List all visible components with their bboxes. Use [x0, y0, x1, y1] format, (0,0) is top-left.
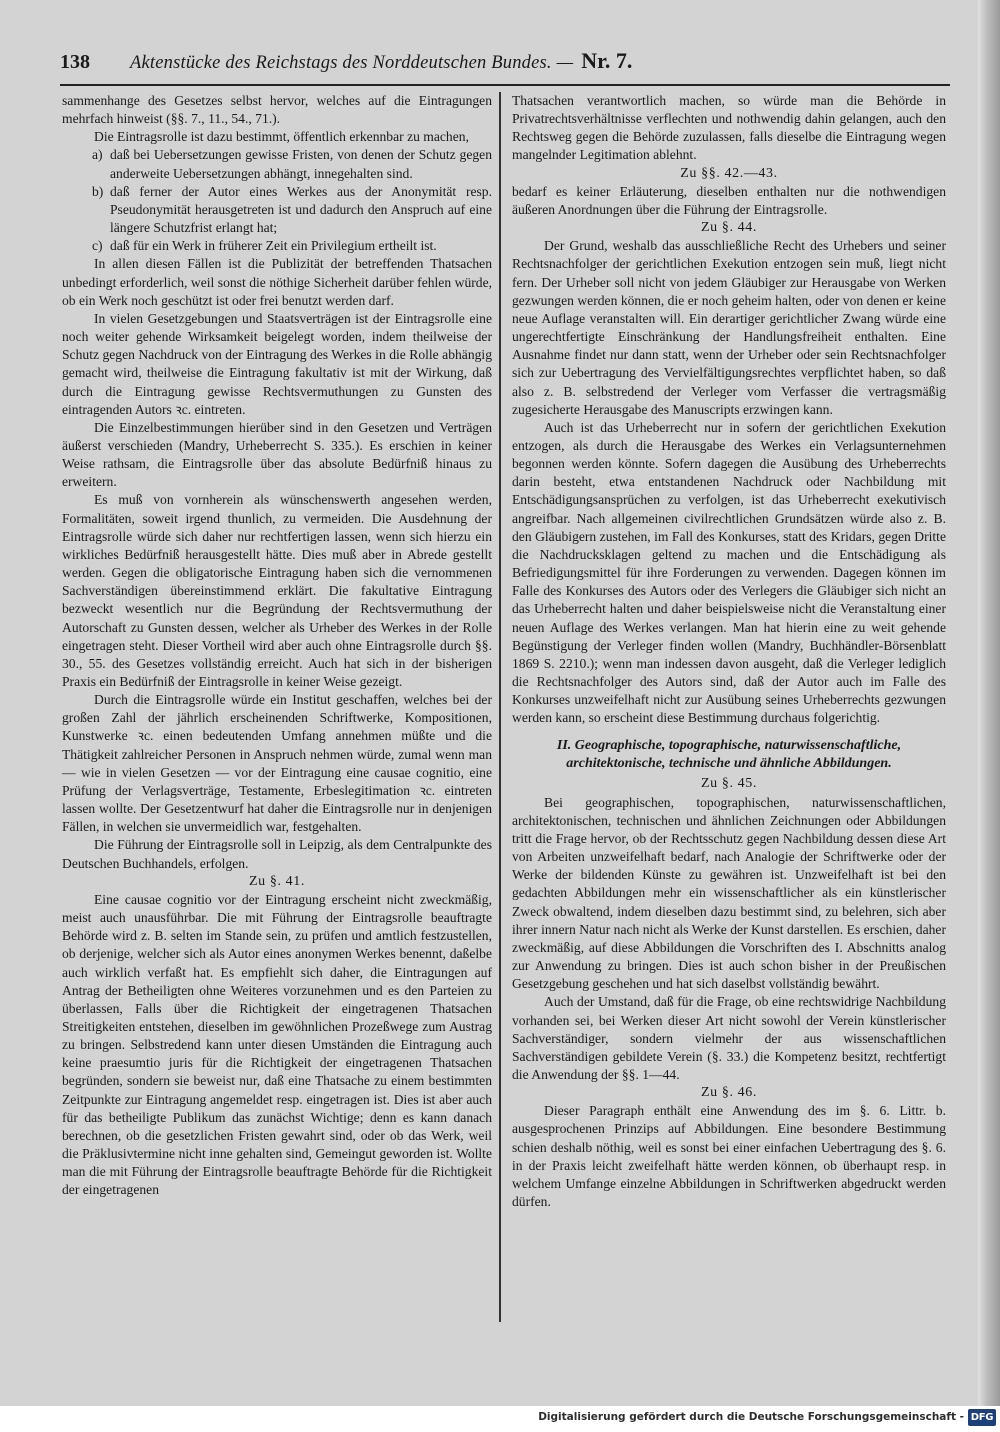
list-item [92, 237, 492, 255]
section-heading-41: Zu §. 41. [249, 873, 305, 889]
paragraph: sammenhange des Gesetzes selbst hervor, welches auf die Eintragungen mehrfach hinweist (§§. 7., 11., 54., 71.). [62, 93, 492, 127]
chapter-title: II. Geographische, topographische, naturwissenschaftliche, architektonische, technische und ähnliche Abbildungen. [556, 738, 902, 772]
section-heading-44: Zu §. 44. [701, 220, 757, 236]
section-heading-45: Zu §. 45. [701, 776, 757, 792]
paragraph: Der Grund, weshalb das ausschließliche Recht des Urhebers und seiner Rechtsnachfolger der gerichtlichen Exekution entzogen sein muß, liegt nicht fern. Der Urheber soll nicht von jedem Gläubiger zur Herausgabe von Werken gezwungen werden können, die er noch geheim halten, oder von denen er keine neue Auflage veranstalten will. Ein derartiger gerichtlicher Zwang würde eine ungerechtfertigte Einschränkung der Handlungsfreiheit enthalten. Eine Ausnahme findet nur dann statt, wenn der Urheber oder sein Rechtsnachfolger sich zur Uebertragung des Vervielfältigungsrechtes verpflichtet haben, so daß also z. B. selbstredend der Verleger vom Verfasser die vertragsmäßig zugesicherte Herausgabe des Manuscripts erzwingen kann. [512, 238, 946, 417]
paragraph: Bei geographischen, topographischen, naturwissenschaftlichen, architektonischen, technischen und ähnlichen Zeichnungen oder Abbildungen tritt die Frage hervor, ob der Rechtsschutz gegen Nachbildung dessen diese Art von Arbeiten unzweifelhaft bedarf, nach Analogie der Schriftwerke oder der Werke der bildenden Künste zu gewähren ist. Unzweifelhaft ist bei den gedachten Abbildungen mehr ein wissenschaftlicher als ein künstlerischer Zweck obwaltend, indem dieselben dazu bestimmt sind, zu belehren, sich aber ihrer innern Natur nach nicht als Werke der Kunst darstellen. Es erschien, daher zweckmäßig, auf diese Abbildungen die Vorschriften des I. Abschnitts analog zur Anwendung zu bringen. Dies ist auch schon bisher in der Preußischen Gesetzgebung geschehen und hat sich daselbst vollständig bewährt. [512, 794, 946, 992]
right-column [512, 92, 946, 1211]
paragraph: Die Eintragsrolle ist dazu bestimmt, öffentlich erkennbar zu machen, [94, 129, 469, 145]
paragraph: In allen diesen Fällen ist die Publizität der betreffenden Thatsachen unbedingt erforderlich, weil sonst die nöthige Sicherheit darüber fehlen würde, ob ein Werk noch geschützt ist oder frei benutzt werden darf. [62, 256, 492, 308]
paragraph: Auch der Umstand, daß für die Frage, ob eine rechtswidrige Nachbildung vorhanden sei, bei Werken dieser Art nicht sowohl der Verein künstlerischer Sachverständiger, sondern vielmehr der aus wissenschaftlichen Sachverständigen gebildete Verein (§. 33.) die Kompetenz besitzt, rechtfertigt die Anwendung der §§. 1—44. [512, 994, 946, 1082]
paragraph: Dieser Paragraph enthält eine Anwendung des im §. 6. Littr. b. ausgesprochenen Prinzips auf Abbildungen. Eine besondere Bestimmung schien deshalb nöthig, weil es sonst bei einer einfachen Uebertragung des §. 6. in der Praxis leicht zweifelhaft hätte werden können, ob überhaupt resp. in welchem Umfange einzelne Abbildungen in Schriftwerken abgedruckt werden dürfen. [512, 1103, 946, 1210]
paragraph: In vielen Gesetzgebungen und Staatsverträgen ist der Eintragsrolle eine noch weiter gehende Wirksamkeit beigelegt worden, indem theilweise der Schutz gegen Nachdruck von der Eintragung des Werkes in die Rolle abhängig gemacht wird, theilweise die Eintragung fakultativ ist mit der Wirkung, daß durch die Eintragung gewisse Rechtsvermuthungen zu Gunsten des eintragenden Autors ꝛc. eintreten. [62, 310, 492, 417]
paragraph: Thatsachen verantwortlich machen, so würde man die Behörde in Privatrechtsverhältnisse verflechten und nothwendig dahin gelangen, auch den Rechtsweg gegen die Behörde zuzulassen, falls dieselbe die Eintragung wegen mangelnder Legitimation ablehnt. [512, 93, 946, 163]
header-rule [60, 84, 950, 86]
list-item [92, 146, 492, 182]
list-letter: b) [92, 183, 104, 199]
section-heading-46: Zu §. 46. [701, 1085, 757, 1101]
left-column [62, 92, 492, 1200]
dfg-logo: DFG [968, 1409, 996, 1426]
digitization-footer [0, 1406, 1000, 1432]
paragraph: Es muß von vornherein als wünschenswerth angesehen werden, Formalitäten, soweit irgend thunlich, zu vermeiden. Die Ausdehnung der Eintragsrolle würde sich daher nur rechtfertigen lassen, wenn sich hierzu ein wirkliches Bedürfniß herausgestellt hätte. Dies muß aber in Abrede gestellt werden. Gegen die obligatorische Eintragung haben sich die vernommenen Sachverständigen übereinstimmend erklärt. Die fakultative Eintragung bezweckt wesentlich nur die Begründung der Rechtsvermuthung der Autorschaft zu Gunsten dessen, welcher als Urheber des Werkes in der Rolle eingetragen steht. Dieser Vortheil wird aber auch ohne Eintragsrolle durch §§. 30., 55. des Gesetzes vollständig erreicht. Auch hat sich in der bisherigen Praxis ein Bedürfniß der Eintragsrolle in keiner Weise gezeigt. [62, 492, 492, 689]
list-item [92, 183, 492, 237]
list-text: daß für ein Werk in früherer Zeit ein Privilegium ertheilt ist. [110, 238, 437, 254]
paragraph: Auch ist das Urheberrecht nur in sofern der gerichtlichen Exekution entzogen, als durch die Herausgabe des Werkes ein Verlagsunternehmen begonnen werden könnte. Sofern dagegen die Ausübung des Urheberrechts darin besteht, etwa entstandenen Nachdruck oder Nachbildung mit Entschädigungsansprüchen zu verfolgen, ist das Urheberrecht exekutivisch angreifbar. Nach allgemeinen civilrechtlichen Grundsätzen würde also z. B. den Gläubigern zustehen, im Fall des Konkurses, statt des Kridars, gegen Dritte die Nachdrucksklagen geltend zu machen und die Entschädigung als Befriedigungsmittel für ihre Forderungen zu verwenden. Dagegen können im Falle des Konkurses des Autors oder des Verlegers die Gläubiger sich nicht an das Urheberrecht halten und daher beispielsweise nicht die Veranstaltung einer neuen Auflage des Werkes verlangen. Man hat hierin eine zu weit gehende Begünstigung der Verleger finden wollen (Mandry, Buchhändler-Börsenblatt 1869 S. 2210.); wenn man indessen davon ausgeht, daß die Verleger lediglich die Rechtsnachfolger des Autors sind, daß der Autor auch im Falle des Konkurses unzweifelhaft nicht zur Ausübung seines Urheberrechts gezwungen werden kann, so erscheint diese Bestimmung durchaus folgerichtig. [512, 419, 946, 726]
column-divider [499, 92, 501, 1322]
footer-credit: Digitalisierung gefördert durch die Deutsche Forschungsgemeinschaft - [538, 1411, 964, 1423]
paragraph: Die Einzelbestimmungen hierüber sind in den Gesetzen und Verträgen äußerst verschieden (Mandry, Urheberrecht S. 335.). Es erschien in keiner Weise rathsam, die Eintragsrolle über das absolute Bedürfniß hinaus zu erweitern. [62, 419, 492, 490]
paragraph: Die Führung der Eintragsrolle soll in Leipzig, als dem Centralpunkte des Deutschen Buchhandels, erfolgen. [62, 837, 492, 871]
paragraph: bedarf es keiner Erläuterung, dieselben enthalten nur die nothwendigen äußeren Anordnungen über die Führung der Eintragsrolle. [512, 183, 946, 217]
list-text: daß ferner der Autor eines Werkes aus der Anonymität resp. Pseudonymität herausgetreten ist und dadurch den Anspruch auf eine längere Schutzfrist erlangt hat; [110, 183, 492, 236]
page-header [60, 46, 948, 74]
page-edge-shadow [978, 0, 1000, 1406]
list-letter: c) [92, 238, 103, 254]
section-heading-42-43: Zu §§. 42.—43. [680, 165, 778, 181]
issue-number: Nr. 7. [581, 48, 633, 73]
page-number: 138 [60, 51, 90, 73]
paragraph: Durch die Eintragsrolle würde ein Institut geschaffen, welches bei der großen Zahl der jährlich erscheinenden Schriftwerke, Kompositionen, Kunstwerke ꝛc. einen bedeutenden Umfang annehmen müßte und die Thätigkeit zahlreicher Personen in Anspruch nehmen würde, zumal wenn man — wie in vielen Gesetzen — vor der Eintragung eine causae cognitio, eine Prüfung der Verlagsverträge, Testamente, Erbeslegitimation ꝛc. eintreten lassen wollte. Der Gesetzentwurf hat daher die Eintragsrolle nur in denjenigen Fällen, in welchen sie unvermeidlich war, festgehalten. [62, 692, 492, 835]
list-text: daß bei Uebersetzungen gewisse Fristen, von denen der Schutz gegen anderweite Uebersetzungen abhängt, innegehalten sind. [110, 147, 492, 181]
paragraph: Eine causae cognitio vor der Eintragung erscheint nicht zweckmäßig, meist auch unausführbar. Die mit Führung der Eintragsrolle beauftragte Behörde wird z. B. selten im Stande sein, zu prüfen und amtlich festzustellen, ob derjenige, welcher sich als Autor eines anonymen Werkes benennt, daßelbe auch wirklich verfaßt hat. Es empfiehlt sich daher, die Eintragungen auf Antrag der Betheiligten ohne Weiteres vorzunehmen und es den Parteien zu überlassen, Falls über die Richtigkeit der eingetragenen Thatsachen Streitigkeiten entstehen, dieselben im gewöhnlichen Prozeßwege zum Austrag zu bringen. Selbstredend kann unter diesen Umständen die Eintragung auch keine praesumtio juris für die Richtigkeit der eingetragenen Thatsachen begründen, sondern sie beweist nur, daß eine Thatsache zu einem bestimmten Zeitpunkte zur Eintragung angemeldet resp. eingetragen ist. Dies ist aber auch für das betheiligte Publikum das zunächst Wichtige; denn es kann danach berechnen, ob die gesetzlichen Fristen gewahrt sind, oder ob das Werk, weil die Präklusivtermine nicht inne gehalten sind, Gemeingut geworden ist. Wollte man die mit Führung der Eintragsrolle beauftragte Behörde für die Richtigkeit der eingetragenen [62, 891, 492, 1198]
list-letter: a) [92, 147, 103, 163]
running-title: Aktenstücke des Reichstags des Norddeutschen Bundes. — [130, 53, 574, 73]
